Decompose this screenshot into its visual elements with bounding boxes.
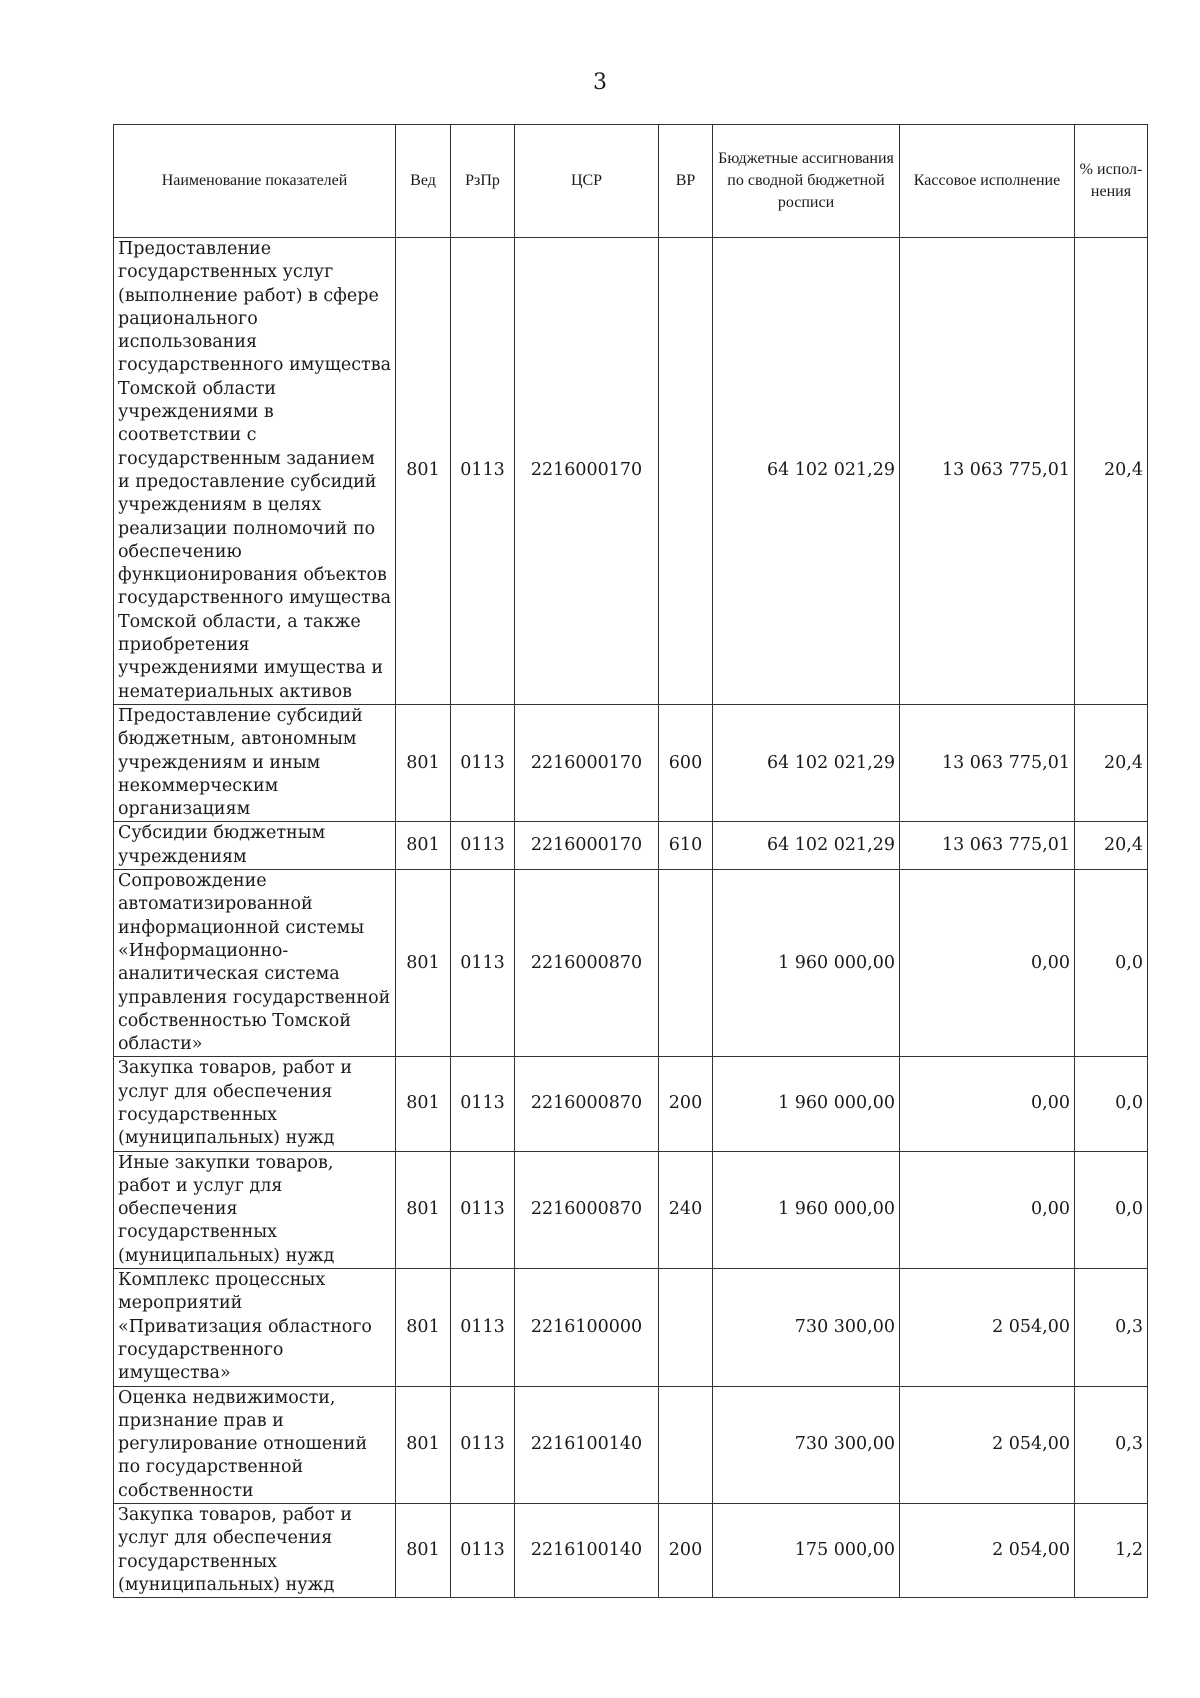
row-csr: 2216000870 [515,1057,659,1151]
row-ved: 801 [396,1269,451,1386]
row-vr [659,1269,713,1386]
row-percent: 20,4 [1075,704,1148,821]
row-budget: 730 300,00 [713,1386,900,1503]
table-row [114,704,1148,821]
row-csr: 2216100140 [515,1386,659,1503]
table-row [114,1269,1148,1386]
row-budget: 64 102 021,29 [713,238,900,705]
row-cash: 0,00 [900,1057,1075,1151]
header-cash-execution: Кассовое исполнение [900,125,1075,238]
row-vr: 200 [659,1057,713,1151]
row-percent: 0,0 [1075,870,1148,1057]
table-row [114,238,1148,705]
page-number: 3 [593,70,607,95]
table-row [114,822,1148,870]
row-name: Предоставление государственных услуг (выполнение работ) в сфере рационального использования государственного имущества Томской области учреждениями в соответствии с государственным заданием и предоставление субсидий учреждениям в целях реализации полномочий по обеспечению функционирования объектов государственного имущества Томской области, а также приобретения учреждениями имущества и нематериальных активов [114,238,396,705]
row-percent: 20,4 [1075,822,1148,870]
row-vr [659,870,713,1057]
row-cash: 0,00 [900,870,1075,1057]
row-name: Оценка недвижимости, признание прав и регулирование отношений по государственной собственности [114,1386,396,1503]
header-vr: ВР [659,125,713,238]
row-name: Иные закупки товаров, работ и услуг для обеспечения государственных (муниципальных) нужд [114,1151,396,1268]
row-ved: 801 [396,704,451,821]
row-csr: 2216000870 [515,1151,659,1268]
row-name: Закупка товаров, работ и услуг для обеспечения государственных (муниципальных) нужд [114,1504,396,1598]
row-vr: 600 [659,704,713,821]
row-rzpr: 0113 [451,1504,515,1598]
budget-table [113,124,1148,1598]
header-ved: Вед [396,125,451,238]
row-percent: 0,3 [1075,1269,1148,1386]
table-row [114,1504,1148,1598]
row-csr: 2216000170 [515,822,659,870]
row-ved: 801 [396,1057,451,1151]
row-csr: 2216100000 [515,1269,659,1386]
row-percent: 20,4 [1075,238,1148,705]
row-csr: 2216000170 [515,704,659,821]
table-row [114,870,1148,1057]
row-ved: 801 [396,870,451,1057]
row-ved: 801 [396,822,451,870]
row-cash: 2 054,00 [900,1504,1075,1598]
row-rzpr: 0113 [451,870,515,1057]
row-cash: 13 063 775,01 [900,822,1075,870]
table-header-row [114,125,1148,238]
row-vr: 610 [659,822,713,870]
row-csr: 2216000870 [515,870,659,1057]
table-row [114,1057,1148,1151]
row-cash: 2 054,00 [900,1269,1075,1386]
row-ved: 801 [396,1504,451,1598]
row-vr: 240 [659,1151,713,1268]
row-cash: 2 054,00 [900,1386,1075,1503]
row-budget: 64 102 021,29 [713,704,900,821]
row-ved: 801 [396,1386,451,1503]
header-indicator-name: Наименование показателей [114,125,396,238]
row-cash: 0,00 [900,1151,1075,1268]
header-budget-allocations: Бюджетные ассигнования по сводной бюджетной росписи [713,125,900,238]
row-name: Субсидии бюджетным учреждениям [114,822,396,870]
row-percent: 0,3 [1075,1386,1148,1503]
row-ved: 801 [396,1151,451,1268]
row-rzpr: 0113 [451,822,515,870]
row-percent: 0,0 [1075,1057,1148,1151]
table-row [114,1386,1148,1503]
row-vr [659,238,713,705]
table-row [114,1151,1148,1268]
row-csr: 2216100140 [515,1504,659,1598]
header-execution-percent: % испол-нения [1075,125,1148,238]
row-rzpr: 0113 [451,704,515,821]
row-name: Комплекс процессных мероприятий «Приватизация областного государственного имущества» [114,1269,396,1386]
row-vr [659,1386,713,1503]
row-budget: 730 300,00 [713,1269,900,1386]
row-rzpr: 0113 [451,1269,515,1386]
row-cash: 13 063 775,01 [900,704,1075,821]
row-budget: 64 102 021,29 [713,822,900,870]
row-budget: 1 960 000,00 [713,1057,900,1151]
row-percent: 1,2 [1075,1504,1148,1598]
row-rzpr: 0113 [451,1057,515,1151]
row-budget: 175 000,00 [713,1504,900,1598]
row-rzpr: 0113 [451,1151,515,1268]
header-csr: ЦСР [515,125,659,238]
row-percent: 0,0 [1075,1151,1148,1268]
row-rzpr: 0113 [451,1386,515,1503]
row-ved: 801 [396,238,451,705]
row-csr: 2216000170 [515,238,659,705]
row-name: Предоставление субсидий бюджетным, автономным учреждениям и иным некоммерческим организациям [114,704,396,821]
header-rzpr: РзПр [451,125,515,238]
row-vr: 200 [659,1504,713,1598]
row-budget: 1 960 000,00 [713,1151,900,1268]
row-rzpr: 0113 [451,238,515,705]
row-name: Сопровождение автоматизированной информационной системы «Информационно-аналитическая система управления государственной собственностью Томской области» [114,870,396,1057]
row-name: Закупка товаров, работ и услуг для обеспечения государственных (муниципальных) нужд [114,1057,396,1151]
row-budget: 1 960 000,00 [713,870,900,1057]
row-cash: 13 063 775,01 [900,238,1075,705]
